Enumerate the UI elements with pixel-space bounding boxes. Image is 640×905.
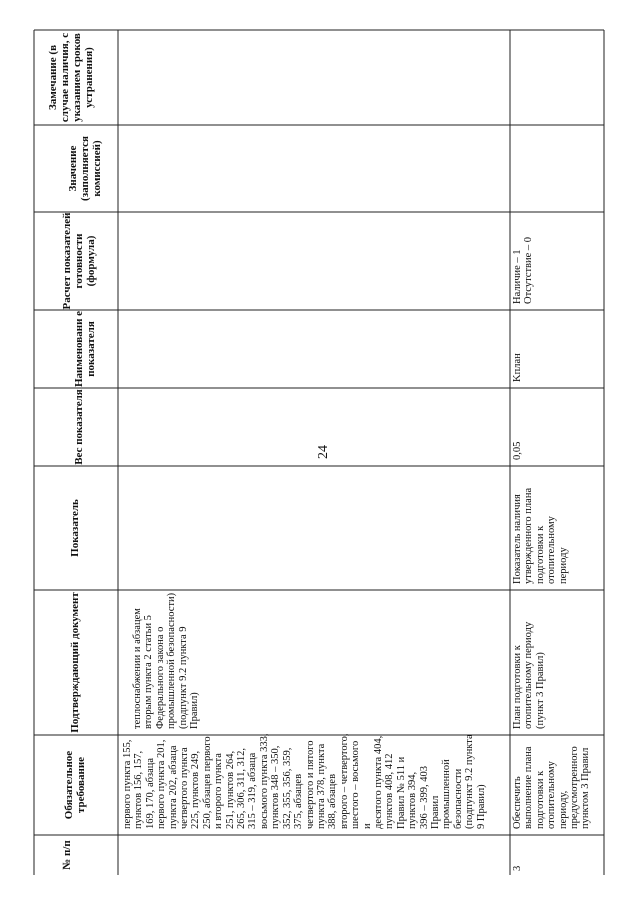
page-number: 24: [316, 445, 331, 459]
row2-weight: 0,05: [512, 441, 523, 460]
table-row: [512, 388, 532, 462]
header-num: № п/п: [61, 840, 73, 870]
row1-confirming-document: теплоснабжении и абзацем вторым пункта 2 статьи 5 Федерального закона о промышленной безопасности) (подпункт 9.2 пункта 9 Правил): [132, 592, 201, 729]
row2-indicator: Показатель наличия утвержденного плана подготовки к отопительному периоду: [512, 487, 569, 584]
header-indicator-name: Наименовани е показателя: [73, 310, 97, 388]
row1-requirement: первого пункта 155, пунктов 156, 157, 169, 170, абзаца первого пункта 201, пункта 202, абзаца четвертого пункта 225, пунктов 249, 250, абзацев первого и второго пункта 251, пунктов 264, 265, 306, 311, 312, 315 – 319, абзаца восьмого пункта 333, пунктов 348 – 350, 352, 355, 356, 359, 375, абзацев четвертого и пятого пункта 378, пункта 388, абзацев второго – четвертого, шестого – восьмого и десятого пункта 404, пунктов 408, 412 Правил № 511 и пунктов 394, 396 – 399, 403 Правил промышленной безопасности (подпункт 9.2 пункта 9 Правил): [122, 733, 487, 829]
table-row: [132, 591, 252, 731]
header-indicator: Показатель: [69, 499, 81, 557]
header-requirement: Обязательное требование: [63, 750, 87, 820]
row2-requirement: Обеспечить выполнение плана подготовки к отопительному периоду, предусмотренного пунктом 3 Правил: [512, 746, 592, 829]
header-remark: Замечание (в случае наличия, с указанием сроков устранения): [47, 32, 95, 123]
row2-num: 3: [512, 865, 523, 871]
header-calculation: Расчет показателей готовности (формула): [61, 212, 97, 310]
table-row: [512, 837, 542, 873]
table-row: [122, 735, 507, 831]
row2-indicator-name: Kплан: [512, 353, 523, 382]
header-value: Значение (заполняется комиссией): [67, 136, 103, 201]
header-confirming-document: Подтверждающий документ: [69, 592, 81, 733]
row2-calculation: Наличие – 1 Отсутствие – 0: [512, 236, 535, 304]
table-row: [512, 212, 542, 306]
header-weight: Вес показателя: [73, 389, 85, 465]
row2-confirming-document: План подготовки к отопительному периоду (пункт 3 Правил): [512, 621, 546, 729]
table-row: [512, 735, 602, 831]
table-row: [512, 310, 532, 384]
table-row: [512, 466, 592, 586]
table-row: [512, 591, 572, 731]
